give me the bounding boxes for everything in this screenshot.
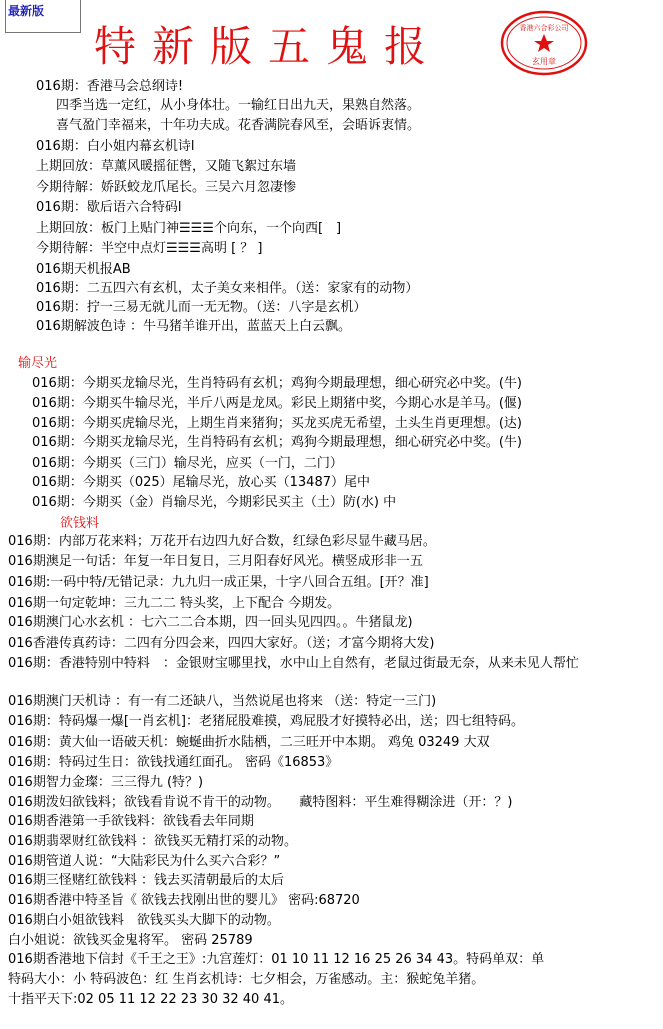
text-line: 特码大小：小 特码波色：红 生肖玄机诗：七夕相会，万雀感动。主：猴蛇兔羊猪。 [8,972,485,987]
text-line: 016期：今期买（金）肖输尽光，今期彩民买主（土）防(水) 中 [32,495,397,510]
text-line: 今期待解：半空中点灯☰☰☰高明 [ ？ ] [36,241,263,256]
text-line: 016期：今期买牛输尽光，半斤八两是龙凤。彩民上期猪中奖，今期心水是羊马。(偃) [32,396,522,411]
text-line: 016期管道人说：“大陆彩民为什么买六合彩？” [8,854,281,869]
text-line: 016期：内部万花来料；万花开右边四九好合数，红绿色彩尽显牛藏马居。 [8,534,436,549]
version-label: 最新版 [8,4,45,18]
text-line: 016期：今期买（025）尾输尽光，放心买（13487）尾中 [32,475,370,490]
text-line: 016期香港第一手欲钱料：欲钱看去年同期 [8,814,254,829]
text-line: 016期香港中特圣旨《 欲钱去找刚出世的婴儿》 密码:68720 [8,893,360,908]
text-line: 喜气盈门幸福来，十年功夫成。花香满院春风至，会晤诉衷情。 [56,118,421,133]
text-line: 016期：歇后语六合特码l [36,200,182,215]
text-line: 016期：黄大仙一语破天机：蜿蜒曲折水陆栖，二三旺开中本期。 鸡兔 03249 大双 [8,735,490,750]
text-line: 016期：香港马会总纲诗! [36,79,184,94]
text-line: 016期：香港特别中特料 ：金银财宝哪里找，水中山上自然有，老鼠过街最无奈，从来未见人帮忙 [8,656,579,671]
text-line: 白小姐说：欲钱买金鬼将军。 密码 25789 [8,933,253,948]
corner-box [5,0,81,33]
text-line: 016期：二五四六有玄机，太子美女来相伴。（送：家家有的动物） [36,281,419,296]
text-line: 今期待解：娇跃蛟龙爪尾长。三吴六月忽凄惨 [36,180,297,195]
section-title-yuqianliao: 欲钱料 [60,516,100,531]
text-line: 016期澳门天机诗 ：有一有二还缺八，当然说尾也将来 （送：特定一三门) [8,694,437,709]
text-line: 016期:一码中特/无错记录：九九归一成正果，十字八回合五组。[开？准] [8,575,429,590]
text-line: 016期解波色诗 ：牛马猪羊谁开出，蓝蓝天上白云飘。 [36,319,351,334]
text-line: 四季当选一定红，从小身体壮。一输红日出九天，果熟自然落。 [56,98,421,113]
text-line: 016期：今期买龙输尽光，生肖特码有玄机；鸡狗今期最理想，细心研究必中奖。(牛) [32,435,522,450]
text-line: 016期智力金璨：三三得九 (特？) [8,775,204,790]
text-line: 016期天机报AB [36,262,131,277]
text-line: 016期：今期买龙输尽光，生肖特码有玄机；鸡狗今期最理想，细心研究必中奖。(牛) [32,376,522,391]
text-line: 016期：特码过生日：欲钱找通红面孔。 密码《16853》 [8,755,339,770]
svg-text:香港六合彩公司: 香港六合彩公司 [519,24,569,32]
text-line: 上期回放：草薰风暖摇征辔，又随飞絮过东墙 [36,159,297,174]
text-line: 016期：今期买虎输尽光，上期生肖来猪狗；买龙买虎无希望，土头生肖更理想。(达) [32,416,522,431]
text-line: 十指平天下:02 05 11 12 22 23 30 32 40 41。 [8,992,293,1007]
text-line: 016期：白小姐内幕玄机诗l [36,139,195,154]
text-line: 016期：特码爆一爆[一肖玄机]：老猪屁股难摸，鸡屁股才好摸特必出，送；四七组特码。 [8,714,524,729]
svg-text:玄用章: 玄用章 [532,57,556,66]
text-line: 016期一句定乾坤：三九二二 特头奖，上下配合 今期发。 [8,596,341,611]
text-line: 016期翡翠财红欲钱料 ：欲钱买无精打采的动物。 [8,834,297,849]
text-line: 016期：拧一三易无就儿而一无无物。（送：八字是玄机） [36,300,367,315]
text-line: 016期：今期买（三门）输尽光，应买（一门，二门） [32,456,343,471]
page-title: 特新版五鬼报 [94,22,443,71]
text-line: 016香港传真药诗：二四有分四会来，四四大家好。（送；才富今期将大发) [8,636,435,651]
section-title-shujinguang: 输尽光 [18,356,58,371]
text-line: 016期香港地下信封《千王之王》:九宫莲灯：01 10 11 12 16 25 26 34 43。特码单双：单 [8,952,545,967]
text-line: 016期澳足一句话：年复一年日复日，三月阳春好风光。横竖成形非一五 [8,554,423,569]
text-line: 上期回放：板门上贴门神☰☰☰个向东，一个向西[ ] [36,221,342,236]
text-line: 016期澳门心水玄机 ：七六二二合本期，四一回头见四四。。牛猪鼠龙) [8,615,413,630]
seal-stamp-icon [500,10,588,76]
text-line: 016期白小姐欲钱料 欲钱买头大脚下的动物。 [8,913,280,928]
text-line: 016期泼妇欲钱料；欲钱看肯说不肯干的动物。 藏特图料：平生难得糊涂进（开：？) [8,795,513,810]
text-line: 016期三怪赌红欲钱料 ：钱去买清朝最后的太后 [8,873,284,888]
